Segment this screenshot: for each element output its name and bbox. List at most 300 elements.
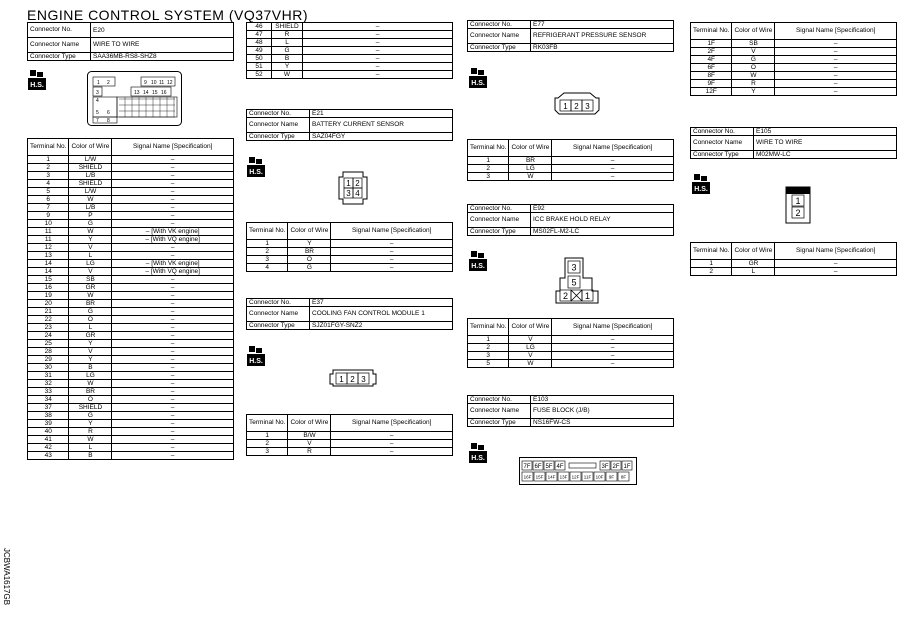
- svg-text:3: 3: [361, 375, 366, 384]
- e20-connector-name: WIRE TO WIRE: [91, 38, 234, 53]
- terminal-no-cell: 2F: [691, 48, 732, 56]
- wire-color-cell: L/B: [69, 204, 112, 212]
- table-row: [28, 204, 234, 212]
- svg-text:6F: 6F: [534, 464, 542, 470]
- terminal-no-cell: 37: [28, 404, 69, 412]
- svg-text:11: 11: [159, 80, 165, 86]
- signal-name-cell: –: [112, 380, 234, 388]
- signal-name-cell: –: [112, 436, 234, 444]
- e21-connector-type: SAZ04FGY: [310, 133, 453, 141]
- signal-name-cell: –: [775, 88, 897, 96]
- wire-color-cell: BR: [69, 388, 112, 396]
- terminal-no-cell: 4: [247, 264, 288, 272]
- svg-text:8F: 8F: [620, 474, 627, 480]
- svg-text:H.S.: H.S.: [249, 358, 263, 365]
- signal-name-cell: –: [112, 220, 234, 228]
- signal-name-cell: –: [552, 336, 674, 344]
- hs-icon: [28, 70, 46, 90]
- wire-color-cell: LG: [69, 372, 112, 380]
- header-terminal-no: Terminal No.: [247, 223, 288, 240]
- wire-color-cell: Y: [69, 356, 112, 364]
- hs-icon: [692, 174, 710, 194]
- wire-color-cell: W: [69, 292, 112, 300]
- signal-name-cell: –: [112, 420, 234, 428]
- signal-name-cell: –: [112, 196, 234, 204]
- wire-color-cell: LG: [69, 260, 112, 268]
- table-row: [28, 268, 234, 276]
- wire-color-cell: SHIELD: [69, 404, 112, 412]
- label-connector-no: Connector No.: [468, 21, 531, 29]
- svg-text:1: 1: [97, 80, 100, 86]
- table-row: [247, 432, 453, 440]
- wire-color-cell: GR: [69, 332, 112, 340]
- wire-color-cell: G: [69, 220, 112, 228]
- hs-icon: [469, 68, 487, 88]
- svg-text:15: 15: [152, 90, 158, 96]
- terminal-no-cell: 34: [28, 396, 69, 404]
- svg-text:10: 10: [151, 80, 157, 86]
- signal-name-cell: –: [303, 23, 453, 31]
- signal-name-cell: –: [112, 404, 234, 412]
- svg-text:1: 1: [584, 291, 591, 301]
- signal-name-cell: –: [112, 252, 234, 260]
- table-row: [28, 308, 234, 316]
- hs-icon: [247, 157, 265, 177]
- label-connector-name: Connector Name: [28, 38, 91, 53]
- terminal-no-cell: 21: [28, 308, 69, 316]
- svg-text:4: 4: [355, 189, 360, 198]
- wire-color-cell: O: [288, 256, 331, 264]
- table-row: [28, 316, 234, 324]
- wire-color-cell: SHIELD: [272, 23, 303, 31]
- signal-name-cell: –: [112, 172, 234, 180]
- wire-color-cell: R: [69, 428, 112, 436]
- terminal-no-cell: 2: [28, 164, 69, 172]
- table-row: [691, 268, 897, 276]
- wire-color-cell: L: [69, 324, 112, 332]
- label-connector-name: Connector Name: [247, 118, 310, 133]
- terminal-no-cell: 5: [468, 360, 509, 368]
- table-row: [28, 324, 234, 332]
- table-row: [247, 248, 453, 256]
- wire-color-cell: B: [69, 364, 112, 372]
- table-row: [691, 48, 897, 56]
- wire-color-cell: R: [272, 31, 303, 39]
- wire-color-cell: G: [69, 412, 112, 420]
- wire-color-cell: SB: [69, 276, 112, 284]
- terminal-no-cell: 11: [28, 228, 69, 236]
- terminal-no-cell: 12: [28, 244, 69, 252]
- wire-color-cell: L: [732, 268, 775, 276]
- e20-connector-no: E20: [91, 23, 234, 38]
- e21-info-table: [246, 109, 453, 141]
- signal-name-cell: –: [303, 71, 453, 79]
- terminal-no-cell: 3: [28, 172, 69, 180]
- signal-name-cell: –: [112, 356, 234, 364]
- signal-name-cell: –: [112, 308, 234, 316]
- label-connector-no: Connector No.: [247, 110, 310, 118]
- signal-name-cell: –: [112, 180, 234, 188]
- wire-color-cell: LG: [509, 165, 552, 173]
- header-terminal-no: Terminal No.: [247, 415, 288, 432]
- terminal-no-cell: 46: [247, 23, 272, 31]
- svg-text:10F: 10F: [595, 474, 604, 480]
- table-row: [28, 244, 234, 252]
- wire-color-cell: W: [272, 71, 303, 79]
- e92-connector-name: ICC BRAKE HOLD RELAY: [531, 213, 674, 228]
- table-row: [28, 420, 234, 428]
- signal-name-cell: –: [112, 388, 234, 396]
- svg-text:9F: 9F: [608, 474, 615, 480]
- wire-color-cell: SHIELD: [69, 164, 112, 172]
- header-color-of-wire: Color of Wire: [732, 23, 775, 40]
- svg-text:2: 2: [350, 375, 355, 384]
- terminal-no-cell: 25: [28, 340, 69, 348]
- wire-color-cell: L/W: [69, 188, 112, 196]
- table-row: [28, 292, 234, 300]
- e103-connector-no: E103: [531, 396, 674, 404]
- svg-text:1F: 1F: [623, 464, 631, 470]
- table-row: [468, 360, 674, 368]
- table-row: [247, 240, 453, 248]
- wire-color-cell: W: [69, 436, 112, 444]
- signal-name-cell: –: [331, 448, 453, 456]
- table-row: [28, 332, 234, 340]
- terminal-no-cell: 19: [28, 292, 69, 300]
- table-row: [28, 212, 234, 220]
- wire-color-cell: W: [509, 173, 552, 181]
- label-connector-no: Connector No.: [28, 23, 91, 38]
- label-connector-type: Connector Type: [28, 53, 91, 61]
- svg-text:H.S.: H.S.: [471, 80, 485, 87]
- table-row: [28, 260, 234, 268]
- signal-name-cell: –: [552, 360, 674, 368]
- e77-terminal-table: [467, 139, 674, 181]
- e20-connector-type: SAA36MB-RS8-SHZ8: [91, 53, 234, 61]
- wire-color-cell: Y: [69, 340, 112, 348]
- terminal-no-cell: 9F: [691, 80, 732, 88]
- label-connector-type: Connector Type: [691, 151, 754, 159]
- e21-connector-diagram: [336, 171, 370, 205]
- svg-text:1: 1: [346, 179, 351, 188]
- e77-connector-no: E77: [531, 21, 674, 29]
- svg-text:12: 12: [167, 80, 173, 86]
- svg-text:2: 2: [795, 208, 801, 218]
- header-color-of-wire: Color of Wire: [69, 139, 112, 156]
- terminal-no-cell: 14: [28, 260, 69, 268]
- signal-name-cell: – [With VK engine]: [112, 260, 234, 268]
- label-connector-type: Connector Type: [468, 228, 531, 236]
- svg-text:1: 1: [563, 102, 568, 111]
- terminal-no-cell: 14: [28, 268, 69, 276]
- signal-name-cell: –: [552, 165, 674, 173]
- svg-text:9: 9: [144, 80, 147, 86]
- table-row: [247, 440, 453, 448]
- wire-color-cell: Y: [69, 420, 112, 428]
- signal-name-cell: –: [331, 248, 453, 256]
- e92-info-table: [467, 204, 674, 236]
- terminal-no-cell: 3: [468, 173, 509, 181]
- terminal-no-cell: 1: [468, 157, 509, 165]
- signal-name-cell: –: [112, 244, 234, 252]
- wire-color-cell: O: [69, 396, 112, 404]
- document-code: JCBWA1617GB: [2, 548, 11, 606]
- svg-text:8: 8: [107, 118, 110, 124]
- signal-name-cell: –: [775, 48, 897, 56]
- e105-terminal-table: [690, 242, 897, 276]
- table-row: [691, 88, 897, 96]
- wire-color-cell: BR: [509, 157, 552, 165]
- terminal-no-cell: 2: [468, 165, 509, 173]
- table-row: [28, 252, 234, 260]
- e105-connector-name: WIRE TO WIRE: [754, 136, 897, 151]
- table-row: [691, 80, 897, 88]
- e77-info-table: [467, 20, 674, 52]
- terminal-no-cell: 2: [247, 440, 288, 448]
- signal-name-cell: –: [112, 300, 234, 308]
- svg-text:2F: 2F: [612, 464, 620, 470]
- table-row: [28, 412, 234, 420]
- table-row: [28, 172, 234, 180]
- table-row: [28, 388, 234, 396]
- terminal-no-cell: 7: [28, 204, 69, 212]
- svg-text:6: 6: [107, 110, 110, 116]
- svg-text:2: 2: [574, 102, 579, 111]
- terminal-no-cell: 42: [28, 444, 69, 452]
- label-connector-no: Connector No.: [468, 205, 531, 213]
- signal-name-cell: –: [331, 240, 453, 248]
- e92-terminal-table: [467, 318, 674, 368]
- table-row: [468, 165, 674, 173]
- terminal-no-cell: 1: [468, 336, 509, 344]
- svg-text:3: 3: [585, 102, 590, 111]
- terminal-no-cell: 39: [28, 420, 69, 428]
- header-color-of-wire: Color of Wire: [732, 243, 775, 260]
- terminal-no-cell: 2: [468, 344, 509, 352]
- wire-color-cell: R: [732, 80, 775, 88]
- signal-name-cell: –: [112, 156, 234, 164]
- terminal-no-cell: 48: [247, 39, 272, 47]
- terminal-no-cell: 5: [28, 188, 69, 196]
- table-row: [247, 23, 453, 31]
- wire-color-cell: Y: [69, 236, 112, 244]
- table-row: [247, 47, 453, 55]
- hs-icon: [469, 443, 487, 463]
- terminal-no-cell: 28: [28, 348, 69, 356]
- e77-connector-diagram: [550, 92, 604, 116]
- table-row: [247, 63, 453, 71]
- wire-color-cell: V: [69, 244, 112, 252]
- terminal-no-cell: 1F: [691, 40, 732, 48]
- label-connector-no: Connector No.: [691, 128, 754, 136]
- wire-color-cell: BR: [288, 248, 331, 256]
- signal-name-cell: –: [331, 440, 453, 448]
- table-row: [691, 260, 897, 268]
- signal-name-cell: –: [303, 39, 453, 47]
- terminal-no-cell: 43: [28, 452, 69, 460]
- terminal-no-cell: 6: [28, 196, 69, 204]
- wire-color-cell: BR: [69, 300, 112, 308]
- wire-color-cell: B: [272, 55, 303, 63]
- terminal-no-cell: 1: [691, 260, 732, 268]
- table-row: [691, 64, 897, 72]
- svg-text:3: 3: [346, 189, 351, 198]
- wire-color-cell: L/W: [69, 156, 112, 164]
- signal-name-cell: –: [112, 412, 234, 420]
- signal-name-cell: –: [112, 164, 234, 172]
- svg-text:5: 5: [571, 277, 577, 288]
- signal-name-cell: –: [112, 396, 234, 404]
- terminal-no-cell: 2: [247, 248, 288, 256]
- table-row: [28, 356, 234, 364]
- signal-name-cell: –: [112, 372, 234, 380]
- table-row: [247, 264, 453, 272]
- terminal-no-cell: 47: [247, 31, 272, 39]
- table-row: [28, 404, 234, 412]
- signal-name-cell: –: [112, 188, 234, 196]
- terminal-no-cell: 23: [28, 324, 69, 332]
- table-row: [28, 348, 234, 356]
- table-row: [28, 380, 234, 388]
- signal-name-cell: –: [775, 80, 897, 88]
- wire-color-cell: W: [69, 196, 112, 204]
- signal-name-cell: –: [303, 31, 453, 39]
- e92-connector-diagram: [554, 257, 602, 305]
- terminal-no-cell: 49: [247, 47, 272, 55]
- terminal-no-cell: 33: [28, 388, 69, 396]
- signal-name-cell: –: [112, 364, 234, 372]
- header-terminal-no: Terminal No.: [691, 23, 732, 40]
- terminal-no-cell: 31: [28, 372, 69, 380]
- label-connector-type: Connector Type: [468, 419, 531, 427]
- wire-color-cell: W: [69, 228, 112, 236]
- header-terminal-no: Terminal No.: [691, 243, 732, 260]
- header-signal-name: Signal Name [Specification]: [331, 415, 453, 432]
- e77-connector-type: RK03FB: [531, 44, 674, 52]
- wire-color-cell: L/B: [69, 172, 112, 180]
- wire-color-cell: G: [69, 308, 112, 316]
- terminal-no-cell: 4F: [691, 56, 732, 64]
- table-row: [247, 31, 453, 39]
- wire-color-cell: O: [69, 316, 112, 324]
- e103-connector-name: FUSE BLOCK (J/B): [531, 404, 674, 419]
- table-row: [28, 236, 234, 244]
- wire-color-cell: G: [288, 264, 331, 272]
- terminal-no-cell: 16: [28, 284, 69, 292]
- signal-name-cell: –: [775, 64, 897, 72]
- wire-color-cell: G: [272, 47, 303, 55]
- wire-color-cell: V: [69, 268, 112, 276]
- table-row: [468, 344, 674, 352]
- svg-text:11F: 11F: [583, 474, 592, 480]
- table-row: [28, 452, 234, 460]
- wire-color-cell: SB: [732, 40, 775, 48]
- wire-color-cell: O: [732, 64, 775, 72]
- svg-text:1: 1: [795, 196, 801, 206]
- terminal-no-cell: 51: [247, 63, 272, 71]
- svg-text:13F: 13F: [559, 474, 568, 480]
- e21-terminal-table: [246, 222, 453, 272]
- terminal-no-cell: 20: [28, 300, 69, 308]
- table-row: [468, 352, 674, 360]
- signal-name-cell: –: [775, 56, 897, 64]
- terminal-no-cell: 40: [28, 428, 69, 436]
- wire-color-cell: GR: [732, 260, 775, 268]
- label-connector-name: Connector Name: [468, 404, 531, 419]
- table-row: [247, 256, 453, 264]
- svg-text:5: 5: [96, 110, 99, 116]
- terminal-no-cell: 29: [28, 356, 69, 364]
- signal-name-cell: –: [775, 268, 897, 276]
- wire-color-cell: V: [509, 352, 552, 360]
- table-row: [247, 39, 453, 47]
- signal-name-cell: –: [112, 276, 234, 284]
- e37-info-table: [246, 298, 453, 330]
- table-row: [691, 56, 897, 64]
- svg-text:15F: 15F: [535, 474, 544, 480]
- wire-color-cell: V: [288, 440, 331, 448]
- terminal-no-cell: 1: [247, 432, 288, 440]
- svg-text:2: 2: [107, 80, 110, 86]
- e103-info-table: [467, 395, 674, 427]
- signal-name-cell: –: [303, 63, 453, 71]
- svg-text:14: 14: [143, 90, 149, 96]
- terminal-no-cell: 9: [28, 212, 69, 220]
- wire-color-cell: W: [732, 72, 775, 80]
- signal-name-cell: –: [775, 72, 897, 80]
- terminal-no-cell: 52: [247, 71, 272, 79]
- terminal-no-cell: 3: [247, 448, 288, 456]
- wire-color-cell: W: [509, 360, 552, 368]
- signal-name-cell: –: [775, 40, 897, 48]
- signal-name-cell: –: [112, 324, 234, 332]
- table-row: [28, 284, 234, 292]
- wire-color-cell: Y: [272, 63, 303, 71]
- terminal-no-cell: 10: [28, 220, 69, 228]
- wire-color-cell: R: [288, 448, 331, 456]
- hs-icon: [469, 251, 487, 271]
- label-connector-type: Connector Type: [468, 44, 531, 52]
- e105-connector-type: M02MW-LC: [754, 151, 897, 159]
- table-row: [28, 364, 234, 372]
- terminal-no-cell: 30: [28, 364, 69, 372]
- label-connector-type: Connector Type: [247, 322, 310, 330]
- header-signal-name: Signal Name [Specification]: [552, 140, 674, 157]
- svg-text:3: 3: [571, 262, 577, 273]
- header-color-of-wire: Color of Wire: [288, 223, 331, 240]
- wire-color-cell: SHIELD: [69, 180, 112, 188]
- e20-terminal-table: [27, 138, 234, 460]
- header-signal-name: Signal Name [Specification]: [112, 139, 234, 156]
- table-row: [28, 180, 234, 188]
- signal-name-cell: –: [552, 157, 674, 165]
- signal-name-cell: –: [303, 55, 453, 63]
- signal-name-cell: – [With VQ engine]: [112, 236, 234, 244]
- e92-connector-no: E92: [531, 205, 674, 213]
- svg-text:2: 2: [562, 291, 569, 301]
- signal-name-cell: –: [331, 432, 453, 440]
- terminal-no-cell: 24: [28, 332, 69, 340]
- signal-name-cell: –: [112, 452, 234, 460]
- svg-text:13: 13: [134, 90, 140, 96]
- header-signal-name: Signal Name [Specification]: [775, 23, 897, 40]
- table-row: [28, 156, 234, 164]
- table-row: [28, 300, 234, 308]
- svg-text:12F: 12F: [571, 474, 580, 480]
- terminal-no-cell: 2: [691, 268, 732, 276]
- table-row: [468, 157, 674, 165]
- wire-color-cell: L: [69, 444, 112, 452]
